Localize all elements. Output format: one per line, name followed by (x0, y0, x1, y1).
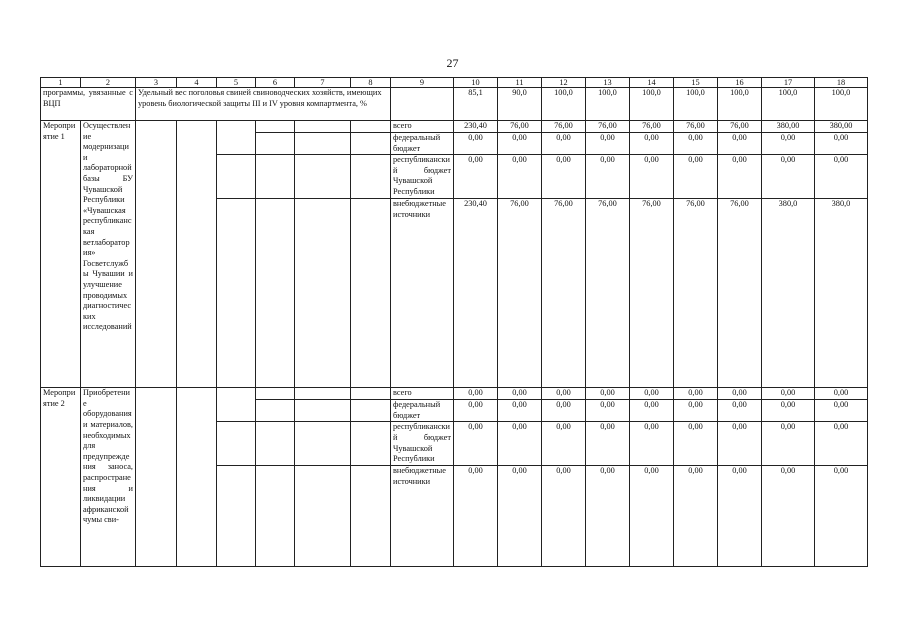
funding-value: 0,00 (674, 155, 718, 199)
funding-value: 0,00 (542, 400, 586, 422)
empty-cell (136, 388, 177, 567)
funding-value: 76,00 (630, 121, 674, 133)
funding-value: 76,00 (630, 199, 674, 388)
funding-source: всего (391, 121, 454, 133)
funding-value: 380,0 (815, 199, 868, 388)
indicator-value: 100,0 (718, 88, 762, 121)
empty-cell (217, 388, 256, 400)
source-row (41, 388, 868, 400)
funding-value: 0,00 (674, 466, 718, 567)
header-cell: 6 (256, 78, 295, 88)
funding-value: 0,00 (586, 388, 630, 400)
empty-cell (256, 422, 295, 466)
empty-cell (256, 155, 295, 199)
funding-value: 0,00 (498, 400, 542, 422)
funding-value: 0,00 (815, 422, 868, 466)
funding-value: 0,00 (586, 422, 630, 466)
empty-cell (256, 199, 295, 388)
funding-value: 0,00 (454, 422, 498, 466)
funding-value: 0,00 (815, 400, 868, 422)
funding-value: 0,00 (718, 133, 762, 155)
funding-value: 0,00 (762, 155, 815, 199)
header-cell: 1 (41, 78, 81, 88)
empty-cell (295, 155, 351, 199)
empty-cell (351, 400, 391, 422)
empty-cell (351, 121, 391, 133)
funding-value: 0,00 (542, 388, 586, 400)
header-cell: 9 (391, 78, 454, 88)
empty-cell (177, 388, 217, 567)
funding-value: 230,40 (454, 121, 498, 133)
funding-value: 76,00 (674, 121, 718, 133)
event-name: Мероприятие 1 (41, 121, 81, 388)
funding-value: 0,00 (542, 466, 586, 567)
indicator-value: 100,0 (674, 88, 718, 121)
funding-value: 76,00 (674, 199, 718, 388)
funding-value: 0,00 (586, 400, 630, 422)
event-description: Приобретение оборудования и материалов, необходимых для предупреждения заноса, распространения и ликвидации африканской чумы сви- (81, 388, 136, 567)
funding-value: 0,00 (586, 466, 630, 567)
empty-cell (177, 121, 217, 388)
funding-value: 0,00 (586, 155, 630, 199)
header-cell: 12 (542, 78, 586, 88)
funding-value: 76,00 (542, 199, 586, 388)
empty-cell (256, 466, 295, 567)
empty-cell (217, 422, 256, 466)
funding-value: 0,00 (454, 400, 498, 422)
header-cell: 14 (630, 78, 674, 88)
header-cell: 2 (81, 78, 136, 88)
funding-source: федеральный бюджет (391, 133, 454, 155)
funding-value: 0,00 (454, 388, 498, 400)
funding-value: 0,00 (498, 133, 542, 155)
funding-value: 0,00 (815, 466, 868, 567)
funding-value: 0,00 (674, 133, 718, 155)
funding-source: внебюджетные источники (391, 199, 454, 388)
funding-value: 0,00 (815, 155, 868, 199)
empty-cell (295, 121, 351, 133)
empty-cell (295, 466, 351, 567)
header-cell: 4 (177, 78, 217, 88)
funding-value: 0,00 (630, 422, 674, 466)
funding-value: 0,00 (454, 155, 498, 199)
funding-value: 0,00 (674, 388, 718, 400)
empty-cell (217, 155, 256, 199)
funding-value: 0,00 (454, 133, 498, 155)
header-cell: 7 (295, 78, 351, 88)
empty-cell (351, 466, 391, 567)
empty-cell (295, 199, 351, 388)
header-cell: 5 (217, 78, 256, 88)
empty-cell (351, 199, 391, 388)
funding-value: 0,00 (762, 388, 815, 400)
empty-cell (256, 400, 295, 422)
page-number: 27 (446, 56, 459, 70)
funding-value: 0,00 (498, 388, 542, 400)
funding-value: 0,00 (762, 133, 815, 155)
funding-source: республиканский бюджет Чувашской Республики (391, 155, 454, 199)
empty-cell (351, 388, 391, 400)
empty-cell (256, 121, 295, 133)
header-cell: 18 (815, 78, 868, 88)
funding-value: 0,00 (630, 400, 674, 422)
funding-value: 0,00 (630, 133, 674, 155)
empty-cell (351, 422, 391, 466)
header-cell: 16 (718, 78, 762, 88)
empty-cell (217, 133, 256, 155)
funding-source: внебюджетные источники (391, 466, 454, 567)
header-cell: 11 (498, 78, 542, 88)
empty-cell (351, 133, 391, 155)
header-cell: 8 (351, 78, 391, 88)
funding-value: 0,00 (762, 466, 815, 567)
funding-value: 76,00 (718, 121, 762, 133)
indicator-value: 100,0 (815, 88, 868, 121)
indicator-value: 100,0 (762, 88, 815, 121)
funding-value: 230,40 (454, 199, 498, 388)
funding-value: 0,00 (542, 422, 586, 466)
indicator-value: 90,0 (498, 88, 542, 121)
empty-cell (351, 155, 391, 199)
funding-value: 76,00 (498, 121, 542, 133)
funding-value: 0,00 (815, 388, 868, 400)
event-name: Мероприятие 2 (41, 388, 81, 567)
funding-value: 0,00 (498, 422, 542, 466)
funding-value: 0,00 (542, 155, 586, 199)
funding-value: 76,00 (542, 121, 586, 133)
funding-value: 0,00 (718, 155, 762, 199)
funding-value: 0,00 (542, 133, 586, 155)
funding-value: 76,00 (586, 199, 630, 388)
funding-value: 0,00 (498, 466, 542, 567)
header-cell: 17 (762, 78, 815, 88)
indicator-value: 100,0 (630, 88, 674, 121)
indicator-value: 85,1 (454, 88, 498, 121)
header-cell: 3 (136, 78, 177, 88)
funding-value: 0,00 (718, 422, 762, 466)
empty-cell (217, 199, 256, 388)
funding-value: 76,00 (586, 121, 630, 133)
funding-source: федеральный бюджет (391, 400, 454, 422)
funding-value: 0,00 (762, 400, 815, 422)
indicator-value: 100,0 (586, 88, 630, 121)
funding-source: всего (391, 388, 454, 400)
funding-value: 0,00 (762, 422, 815, 466)
funding-value: 0,00 (718, 400, 762, 422)
source-row (41, 121, 868, 133)
funding-value: 0,00 (498, 155, 542, 199)
funding-value: 76,00 (498, 199, 542, 388)
funding-value: 0,00 (674, 422, 718, 466)
empty-cell (217, 400, 256, 422)
funding-value: 380,00 (815, 121, 868, 133)
funding-value: 76,00 (718, 199, 762, 388)
empty-cell (391, 88, 454, 121)
funding-value: 0,00 (674, 400, 718, 422)
empty-cell (256, 388, 295, 400)
program-label: программы, увязанные с ВЦП (41, 88, 136, 121)
header-cell: 10 (454, 78, 498, 88)
header-row (41, 78, 868, 88)
funding-value: 0,00 (630, 388, 674, 400)
funding-value: 0,00 (630, 155, 674, 199)
empty-cell (256, 133, 295, 155)
empty-cell (295, 388, 351, 400)
funding-value: 0,00 (718, 466, 762, 567)
funding-source: республиканский бюджет Чувашской Республики (391, 422, 454, 466)
header-cell: 15 (674, 78, 718, 88)
indicator-row (41, 88, 868, 121)
empty-cell (295, 133, 351, 155)
funding-value: 0,00 (815, 133, 868, 155)
empty-cell (295, 422, 351, 466)
empty-cell (136, 121, 177, 388)
funding-value: 0,00 (630, 466, 674, 567)
empty-cell (217, 466, 256, 567)
event-description: Осуществление модернизации лабораторной базы БУ Чувашской Республики «Чувашская республиканская ветлаборатория» Госветслужбы Чувашии и улучшение проводимых диагностических исследований (81, 121, 136, 388)
budget-table (40, 77, 868, 567)
empty-cell (295, 400, 351, 422)
funding-value: 0,00 (454, 466, 498, 567)
empty-cell (217, 121, 256, 133)
indicator-value: 100,0 (542, 88, 586, 121)
funding-value: 380,00 (762, 121, 815, 133)
funding-value: 0,00 (718, 388, 762, 400)
funding-value: 380,0 (762, 199, 815, 388)
indicator-text: Удельный вес поголовья свиней свиноводческих хозяйств, имеющих уровень биологической защиты III и IV уровня компартмента, % (136, 88, 391, 121)
funding-value: 0,00 (586, 133, 630, 155)
header-cell: 13 (586, 78, 630, 88)
